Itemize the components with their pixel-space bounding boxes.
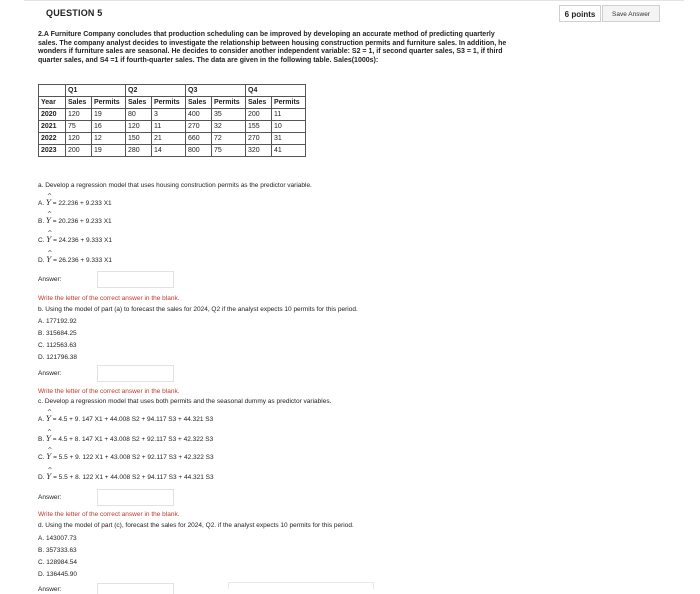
table-cell: 12 (92, 133, 126, 145)
table-cell: 75 (66, 121, 92, 133)
y-hat-symbol: ^ Y (46, 216, 51, 225)
table-cell: 11 (152, 121, 186, 133)
part-d-answer-input[interactable] (97, 583, 174, 594)
part-c-option-a (38, 414, 213, 423)
option-expression: = 5.5 + 8. 122 X1 + 44.008 S2 + 94.117 S3 + 44.321 S3 (53, 474, 214, 481)
y-hat-symbol: ^ Y (46, 434, 51, 443)
part-d-prompt: d. Using the model of part (c), forecast the sales for 2024, Q2. if the analyst expects 10 permits for this period. (38, 522, 354, 529)
table-cell: 155 (246, 121, 272, 133)
part-c-prompt: c. Develop a regression model that uses both permits and the seasonal dummy as predictor variables. (38, 398, 332, 405)
column-header: Permits (92, 97, 126, 109)
option-expression: = 4.5 + 9. 147 X1 + 44.008 S2 + 94.117 S3 + 44.321 S3 (52, 416, 214, 423)
table-cell: 3 (152, 109, 186, 121)
table-cell: 75 (212, 145, 246, 157)
part-a-option-d (38, 255, 112, 264)
option-letter: D. (38, 474, 45, 481)
part-d-option-c: C. 128984.54 (38, 559, 78, 566)
year-cell: 2023 (39, 145, 66, 157)
table-cell: 72 (212, 133, 246, 145)
quarter-header: Q2 (126, 85, 186, 97)
column-header: Year (39, 97, 66, 109)
table-cell: 200 (246, 109, 272, 121)
table-cell: 21 (152, 133, 186, 145)
table-cell: 35 (212, 109, 246, 121)
part-a-answer-input[interactable] (97, 271, 174, 288)
table-cell: 200 (66, 145, 92, 157)
save-answer-button[interactable]: Save Answer (602, 5, 660, 22)
part-b-option-d: D. 121796.38 (38, 354, 78, 361)
table-row (39, 121, 306, 133)
table-row (39, 109, 306, 121)
sales-data-table (38, 84, 306, 157)
part-c-answer-label: Answer: (38, 494, 62, 501)
table-cell: 80 (126, 109, 152, 121)
part-b-prompt: b. Using the model of part (a) to forecast the sales for 2024, Q2 if the analyst expects 10 permits for this period. (38, 306, 358, 313)
part-b-option-a: A. 177192.92 (38, 318, 77, 325)
table-cell: 19 (92, 145, 126, 157)
part-a-prompt: a. Develop a regression model that uses housing construction permits as the predictor variable. (38, 182, 312, 189)
option-letter: B. (38, 218, 45, 225)
table-cell: 41 (272, 145, 306, 157)
part-d-instruction: Write the letter of the correct answer in the blank. (38, 511, 180, 518)
table-cell: 270 (246, 133, 272, 145)
option-expression: = 24.236 + 9.333 X1 (53, 237, 112, 244)
table-cell: 14 (152, 145, 186, 157)
part-c-option-d (38, 472, 214, 481)
year-cell: 2021 (39, 121, 66, 133)
option-expression: = 26.236 + 9.333 X1 (53, 257, 112, 264)
points-badge: 6 points (559, 5, 601, 22)
table-row (39, 145, 306, 157)
part-a-option-b (38, 216, 112, 225)
y-hat-symbol: ^ Y (46, 472, 51, 481)
question-stem: 2.A Furniture Company concludes that production scheduling can be improved by developing an accurate method of predicting quarterly sales. The company analyst decides to investigate the relationship between housing construction permits and furniture sales. In addition, he wonders if furniture sales are seasonal. He decides to consider another independent variable: S2 = 1, if second quarter sales, S3 = 1, if third quarter sales, and S4 =1 if fourth-quarter sales. The data are given in the following table. Sales(1000s): (38, 31, 507, 64)
option-expression: = 4.5 + 8. 147 X1 + 43.008 S2 + 92.117 S3 + 42.322 S3 (52, 436, 214, 443)
column-header-row (39, 97, 306, 109)
part-d-option-d: D. 136445.90 (38, 571, 78, 578)
bottom-field-edge (228, 582, 374, 589)
column-header: Sales (246, 97, 272, 109)
table-cell: 16 (92, 121, 126, 133)
table-cell: 120 (66, 133, 92, 145)
table-cell: 400 (186, 109, 212, 121)
column-header: Permits (152, 97, 186, 109)
part-d-option-b: B. 357333.63 (38, 547, 77, 554)
quarter-header: Q4 (246, 85, 306, 97)
quarter-header-row (39, 85, 306, 97)
table-cell: 320 (246, 145, 272, 157)
option-expression: = 20.236 + 9.233 X1 (52, 218, 112, 225)
table-cell: 32 (212, 121, 246, 133)
year-cell: 2020 (39, 109, 66, 121)
table-cell: 660 (186, 133, 212, 145)
table-corner-cell (39, 85, 66, 97)
option-letter: C. (38, 454, 45, 461)
option-letter: A. (38, 416, 45, 423)
part-b-answer-input[interactable] (97, 365, 174, 382)
part-d-answer-label: Answer: (38, 586, 62, 593)
part-b-option-b: B. 315684.25 (38, 330, 77, 337)
part-b-option-c: C. 112563.63 (38, 342, 77, 349)
part-a-option-c (38, 235, 112, 244)
part-c-answer-input[interactable] (97, 489, 174, 506)
option-letter: A. (38, 200, 45, 207)
option-expression: = 5.5 + 9. 122 X1 + 43.008 S2 + 92.117 S3 + 42.322 S3 (53, 454, 214, 461)
column-header: Sales (126, 97, 152, 109)
quarter-header: Q3 (186, 85, 246, 97)
part-b-instruction: Write the letter of the correct answer in the blank. (38, 295, 180, 302)
part-a-option-a (38, 198, 112, 207)
table-cell: 11 (272, 109, 306, 121)
table-cell: 280 (126, 145, 152, 157)
part-a-answer-label: Answer: (38, 276, 62, 283)
part-c-option-c (38, 452, 214, 461)
y-hat-symbol: ^ Y (46, 235, 51, 244)
table-cell: 270 (186, 121, 212, 133)
table-cell: 120 (126, 121, 152, 133)
column-header: Sales (186, 97, 212, 109)
y-hat-symbol: ^ Y (46, 414, 51, 423)
option-letter: D. (38, 257, 45, 264)
column-header: Permits (272, 97, 306, 109)
quarter-header: Q1 (66, 85, 126, 97)
part-d-option-a: A. 143007.73 (38, 535, 77, 542)
table-cell: 31 (272, 133, 306, 145)
table-cell: 150 (126, 133, 152, 145)
part-c-instruction: Write the letter of the correct answer in the blank. (38, 388, 180, 395)
y-hat-symbol: ^ Y (46, 198, 51, 207)
column-header: Permits (212, 97, 246, 109)
part-c-option-b (38, 434, 213, 443)
table-row (39, 133, 306, 145)
part-b-answer-label: Answer: (38, 370, 62, 377)
option-letter: B. (38, 436, 45, 443)
option-expression: = 22.236 + 9.233 X1 (52, 200, 112, 207)
table-cell: 10 (272, 121, 306, 133)
column-header: Sales (66, 97, 92, 109)
option-letter: C. (38, 237, 45, 244)
top-divider (24, 0, 684, 1)
table-cell: 19 (92, 109, 126, 121)
year-cell: 2022 (39, 133, 66, 145)
y-hat-symbol: ^ Y (46, 452, 51, 461)
y-hat-symbol: ^ Y (46, 255, 51, 264)
question-title: QUESTION 5 (46, 8, 103, 18)
table-cell: 800 (186, 145, 212, 157)
table-cell: 120 (66, 109, 92, 121)
